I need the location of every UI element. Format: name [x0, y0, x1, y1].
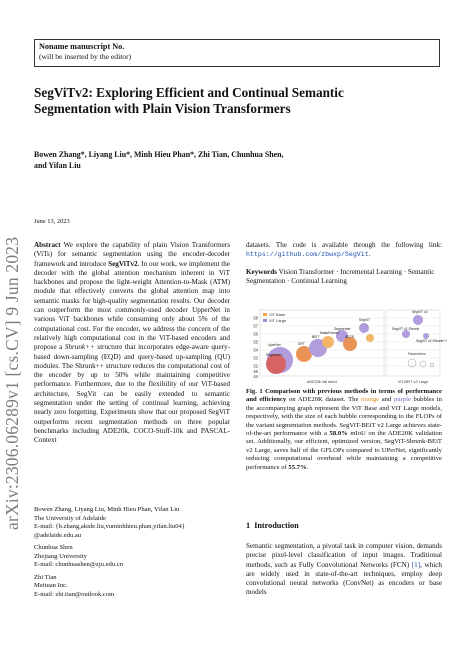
figure-caption — [246, 388, 442, 472]
arxiv-stamp: arXiv:2306.06289v1 [cs.CV] 9 Jun 2023 — [2, 236, 22, 530]
abstract-label: Abstract — [34, 241, 61, 249]
abstract-text: We explore the capability of plain Vision Transformers (ViTs) for semantic segmentation using the encoder-decoder framework and introduce — [34, 241, 230, 268]
abstract-cont-tail: . — [368, 250, 371, 259]
caption-orange: orange — [361, 396, 380, 404]
bubble-maskformer — [322, 336, 334, 348]
paper-title — [34, 85, 440, 117]
segvit-name: SegViTv2 — [108, 259, 138, 268]
keywords-text: Vision Transformer · Incremental Learning · Semantic Segmentation · Continual Learning — [246, 268, 435, 286]
abstract-cont-text: datasets. The code is available through the following link: — [246, 241, 442, 249]
title-line-1: SegViTv2: Exploring Efficient and Continual Semantic — [34, 85, 344, 100]
affiliation-names: Chunhua Shen — [34, 544, 73, 551]
legend-label-base: ViT Base — [269, 312, 286, 317]
affiliation-institution: The University of Adelaide — [34, 514, 106, 522]
affiliation-institution: Meituan Inc. — [34, 582, 68, 589]
label-upernet: UperNet — [268, 343, 281, 347]
intro-text-1: Semantic segmentation, a pivotal task in computer vision, demands precise pixel-level classification of input images. Traditional methods, such as Fully Convolutional Networks (FCN) — [246, 542, 442, 569]
bubble-setr — [343, 337, 357, 351]
abstract-continuation — [246, 241, 442, 260]
caption-text: . — [306, 463, 309, 471]
panel-left-label: ADE20k Val mIoU — [306, 380, 338, 384]
caption-perf: 55.7% — [288, 463, 307, 471]
figure-1-bubble-chart — [246, 308, 448, 384]
y-tick: 54 — [253, 347, 258, 353]
section-heading-introduction — [246, 521, 299, 530]
code-link[interactable]: https://github.com/zbwxp/SegVit — [246, 251, 369, 259]
affiliations — [34, 506, 230, 603]
label-setr: SETR — [345, 335, 355, 339]
keywords-label: Keywords — [246, 268, 277, 276]
abstract-text-3: structure that incorporates edge-aware query-based down-sampling (EQD) and query-based up-sampling (QU) modules. The Shrunk++ structure reduces the computational cost of the encoder by up to 50% while maintaining competitive performance. Furthermore, due to the flexibility of our ViT-based architecture, SegVit can be easily extended to semantic segmentation under the setting of continual learning, achieving nearly zero forgetting. Experiments show that our proposed SegViT outperforms recent segmentation methods on three popular benchmarks including ADE20k, COCO-Stuff-10k and PASCAL-Context — [34, 343, 230, 445]
bubble-segvit-shrunk — [366, 334, 374, 342]
caption-text: bubbles in the accompanying graph represent the ViT Base and ViT Large models, respectively, with the size of each bubble corresponding to the FLOPs of the variant segmentation methods. SegViT-BEiT v2 Large achieves state-of-the-art performance with a — [246, 396, 442, 438]
legend-swatch-base — [263, 313, 267, 316]
affiliation-email: E-mail: zhi.tian@outlook.com — [34, 590, 115, 598]
panel-right-label: ViT-BEiT v2 Large — [397, 380, 429, 384]
y-tick: 57 — [253, 323, 258, 329]
author-list — [34, 150, 334, 171]
label-maskformer: MaskFormer — [320, 331, 340, 335]
abstract-text-2: . In our work, we implement the decoder with the global attention mechanism inherent in ViT backbones and propose the light-weight Attention-to-Mask (ATM) module that effectively converts the global attention map into semantic masks for high-quality segmentation results. Our decoder can outperform the most commonly-used decoder UpperNet in various ViT backbones while consuming only about 5% of the computational cost. For the encoder, we address the concern of the relatively high computational cost in the ViT-based encoders and propose a — [34, 259, 230, 352]
legend-swatch-large — [263, 319, 267, 322]
affiliation-adelaide — [34, 506, 230, 540]
affiliation-institution: Zhejiang University — [34, 552, 87, 560]
section-number: 1 — [246, 521, 251, 530]
label-segmenter: Segmenter — [334, 327, 351, 331]
affiliation-email: E-mail: {b.zhang,akide.liu,vuminhhieu.phan,yifan.liu04} — [34, 523, 185, 530]
intro-text-2: , which are widely used in state-of-the-art techniques, employ deep convolutional neural networks (ConvNet) as encoders or base models — [246, 560, 442, 597]
authors-line-2: and Yifan Liu — [34, 160, 81, 170]
manuscript-number: Noname manuscript No. — [39, 42, 125, 51]
caption-bold: Comparison with previous methods in terms of performance and efficiency — [246, 388, 442, 404]
paper-date: June 13, 2023 — [34, 218, 70, 225]
affiliation-names: Bowen Zhang, Liyang Liu, Minh Hieu Phan, Yifan Liu — [34, 506, 180, 513]
caption-text: and — [381, 396, 392, 404]
y-tick: 44 — [253, 374, 258, 379]
editor-note: (will be inserted by the editor) — [39, 52, 132, 61]
label-beit: BEiT — [312, 335, 320, 339]
legend-label-large: ViT Large — [269, 318, 287, 323]
caption-label: Fig. 1 — [246, 388, 263, 395]
label-segvit-v2: SegViT v2 — [412, 310, 428, 314]
affiliation-names: Zhi Tian — [34, 573, 57, 581]
caption-text: mIoU on the ADE20K validation set. Additionally, our efficient, optimized version, SegViT-Shrunk-BEiT v2 Large, saves half of the GFLOPs compared to UPerNet, significantly reducing computational overhead while maintaining a competitive performance of — [246, 430, 442, 471]
caption-purple: purple — [393, 396, 411, 404]
y-tick: 46 — [253, 369, 258, 374]
title-line-2: Segmentation with Plain Vision Transformers — [34, 101, 291, 116]
size-legend-label: Parameters — [408, 352, 426, 356]
bubble-segvit-v2-shrunk — [402, 330, 410, 338]
affiliation-email: E-mail: chunhuashen@zju.edu.cn — [34, 561, 124, 568]
y-tick: 56 — [253, 331, 258, 337]
manuscript-header-box — [34, 39, 440, 67]
bubble-segvit-v2 — [413, 315, 423, 325]
caption-miou: 58.0% — [329, 430, 348, 438]
citation-link[interactable]: [1] — [411, 560, 421, 569]
introduction-text — [246, 542, 442, 598]
y-tick: 52 — [253, 363, 258, 369]
affiliation-email-domain: @adelaide.edu.au — [34, 531, 82, 539]
bubble-segvit — [359, 323, 369, 333]
label-segvit-v2-shrunkpp: SegViT v2 Shrunk++ — [416, 339, 448, 343]
label-segvit: SegViT — [359, 318, 371, 322]
y-tick: 53 — [253, 355, 258, 361]
section-title: Introduction — [254, 521, 299, 530]
label-dpt: DPT — [298, 342, 305, 346]
label-segvit-v2-shrunk: SegViT v2 Shrunk — [392, 327, 420, 331]
abstract — [34, 241, 230, 446]
bubble-segformer — [266, 354, 286, 374]
keywords — [246, 268, 442, 287]
affiliation-zhejiang — [34, 544, 230, 570]
caption-text: on ADE20K dataset. The — [288, 396, 359, 404]
y-tick: 55 — [253, 339, 258, 345]
affiliation-meituan — [34, 574, 230, 600]
authors-line-1: Bowen Zhang*, Liyang Liu*, Minh Hieu Phan*, Zhi Tian, Chunhua Shen, — [34, 150, 284, 159]
label-segformer: Segformer — [266, 353, 282, 357]
y-tick: 58 — [253, 315, 258, 321]
shrunk-name: Shrunk++ — [64, 343, 95, 352]
